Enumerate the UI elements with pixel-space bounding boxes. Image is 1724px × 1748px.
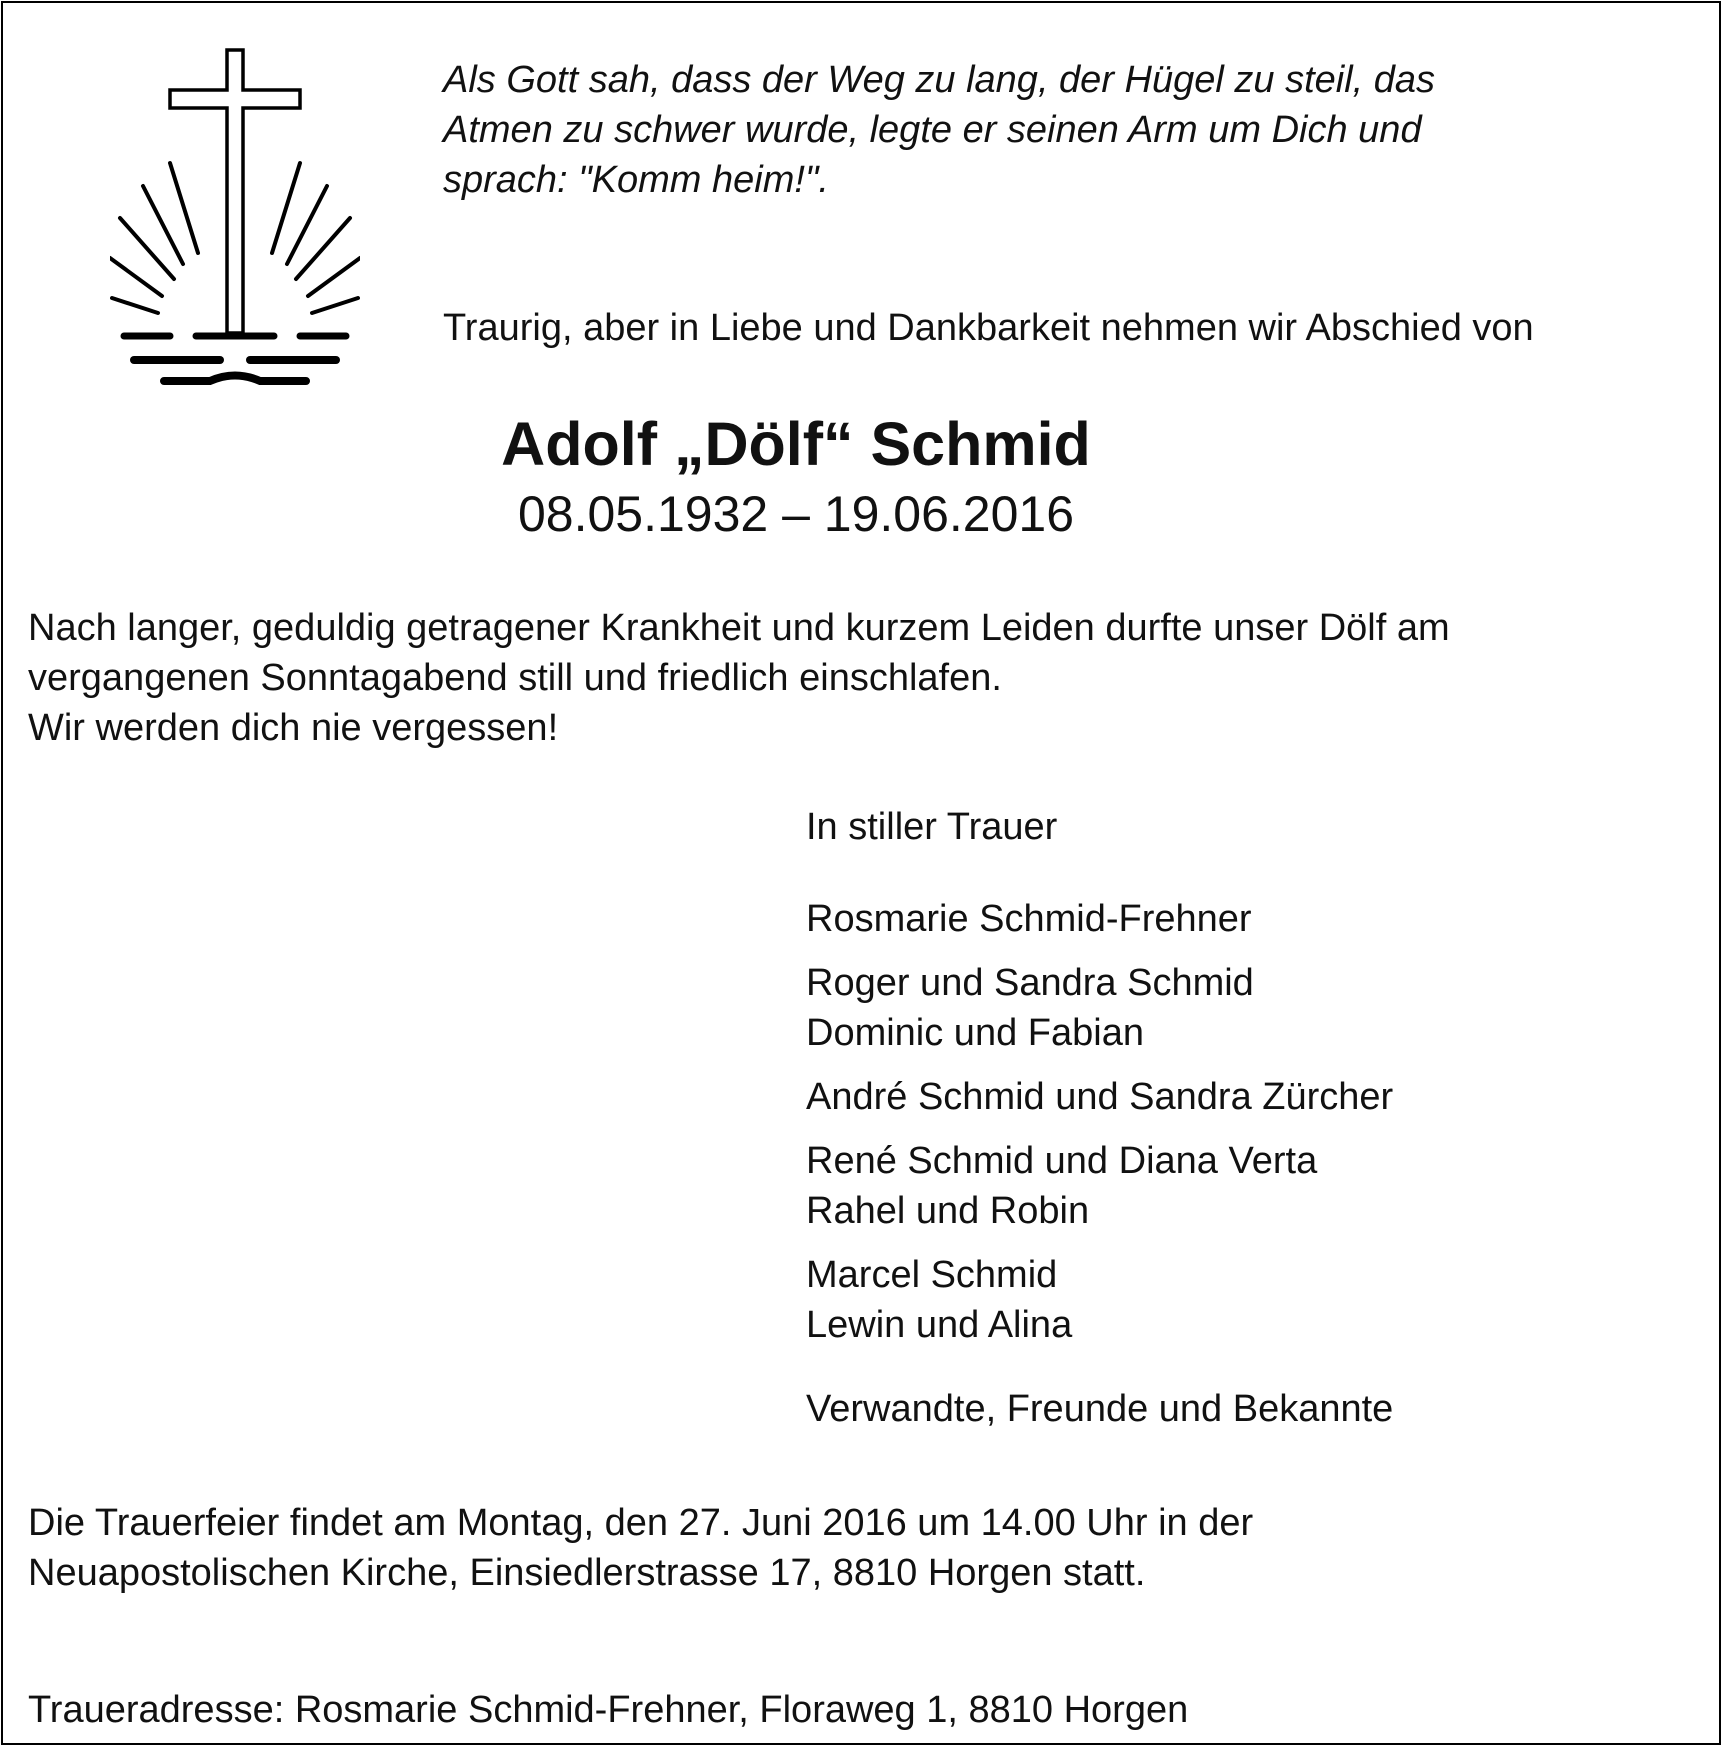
mourner-children: Dominic und Fabian (806, 1012, 1144, 1054)
deceased-name: Adolf „Dölf“ Schmid (501, 410, 1091, 478)
life-dates: 08.05.1932 – 19.06.2016 (517, 486, 1075, 542)
farewell-intro: Traurig, aber in Liebe und Dankbarkeit nehmen wir Abschied von (443, 307, 1534, 349)
ceremony-line: Neuapostolischen Kirche, Einsiedlerstrasse 17, 8810 Horgen statt. (28, 1552, 1146, 1594)
mourner-name: Roger und Sandra Schmid (806, 962, 1254, 1004)
mourners-heading: In stiller Trauer (806, 806, 1058, 848)
mourner-name: Marcel Schmid (806, 1254, 1058, 1296)
mourner-children: Lewin und Alina (806, 1304, 1073, 1346)
message-line: vergangenen Sonntagabend still und friedlich einschlafen. (28, 657, 1002, 699)
obituary-message (28, 603, 1708, 753)
cross-sunrise-icon (110, 48, 360, 393)
mourners-list (806, 802, 1393, 1434)
mourner-name: Rosmarie Schmid-Frehner (806, 898, 1252, 940)
mourner-name: André Schmid und Sandra Zürcher (806, 1076, 1394, 1118)
bible-quote: Als Gott sah, dass der Weg zu lang, der Hügel zu steil, das Atmen zu schwer wurde, legte er seinen Arm um Dich und sprach: "Komm heim!". (443, 59, 1436, 201)
message-line: Wir werden dich nie vergessen! (28, 707, 559, 749)
funeral-ceremony-info (28, 1498, 1253, 1598)
mourner-children: Rahel und Robin (806, 1190, 1090, 1232)
mourners-closing: Verwandte, Freunde und Bekannte (806, 1388, 1394, 1430)
ceremony-line: Die Trauerfeier findet am Montag, den 27. Juni 2016 um 14.00 Uhr in der (28, 1502, 1254, 1544)
mourning-address: Traueradresse: Rosmarie Schmid-Frehner, Floraweg 1, 8810 Horgen (28, 1689, 1189, 1731)
message-line: Nach langer, geduldig getragener Krankheit und kurzem Leiden durfte unser Dölf am (28, 607, 1450, 649)
mourner-name: René Schmid und Diana Verta (806, 1140, 1318, 1182)
